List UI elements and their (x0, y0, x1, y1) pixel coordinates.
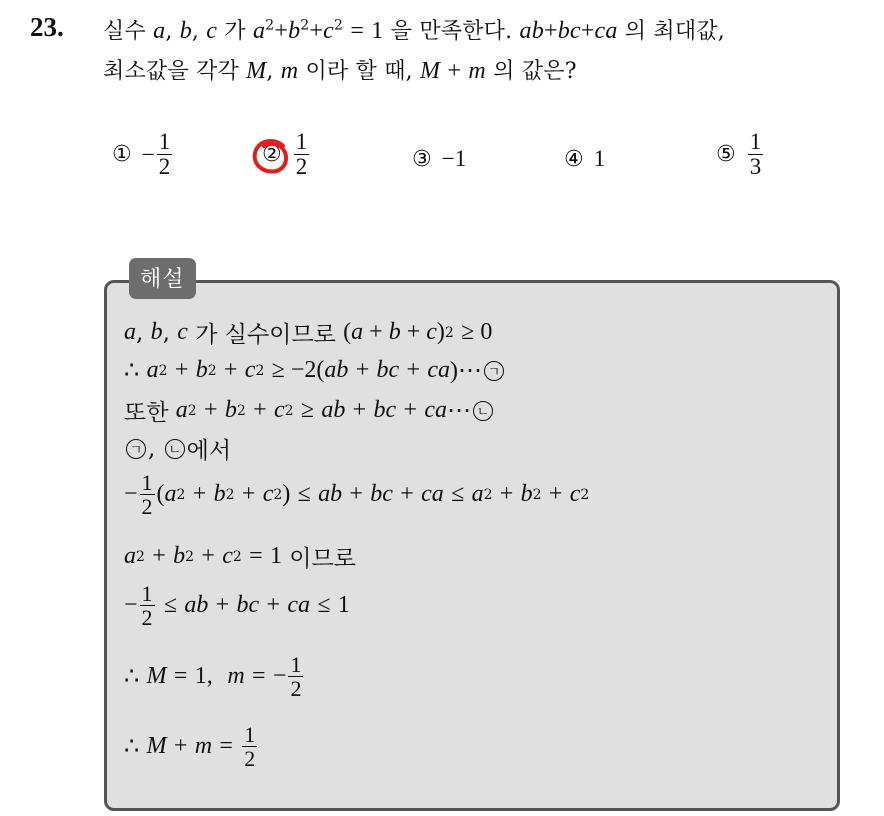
solution-line-4: ㄱ , ㄴ 에서 (124, 432, 231, 465)
fraction: $\frac{1}{2}$ (141, 470, 153, 520)
choice-3[interactable]: ③ −1 (412, 146, 467, 172)
solution-line-2: ∴ a 2 + b 2 + c 2 ≥ −2( ab + bc + ca )⋯ ㄱ (124, 356, 506, 385)
question-line-2: 최소값을 각각 M, m 이라 할 때, M + m 의 값은? (103, 58, 577, 84)
solution-tag: 해설 (129, 258, 196, 299)
jamo-circle-2: ㄴ (165, 439, 185, 459)
choice-5[interactable]: ⑤ $\frac{1}{3}$ (716, 129, 762, 180)
jamo-circle-2: ㄴ (473, 401, 493, 421)
fraction: $\frac{1}{2}$ (158, 129, 171, 180)
question-line-1: 실수 a, b, c 가 $a^2+b^2+c^2 = 1$ 을 만족한다. ab+bc+ca 의 최대값, (103, 17, 725, 44)
fraction: $\frac{1}{2}$ (141, 581, 153, 631)
solution-line-8: ∴ M = 1, m = − $\frac{1}{2}$ (124, 652, 302, 702)
solution-line-6: a 2 + b 2 + c 2 = 1 이므로 (124, 543, 356, 572)
fraction: $\frac{1}{3}$ (749, 129, 762, 180)
jamo-circle-1: ㄱ (126, 439, 146, 459)
fraction: $\frac{1}{2}$ (244, 722, 256, 772)
choice-2[interactable]: ② $\frac{1}{2}$ (262, 129, 308, 180)
solution-line-9: ∴ M + m = $\frac{1}{2}$ (124, 722, 256, 772)
solution-line-7: − $\frac{1}{2}$ ≤ ab + bc + ca ≤ 1 (124, 581, 350, 631)
solution-line-5: − $\frac{1}{2}$ ( a 2 + b 2 + c 2 ) ≤ ab + bc + ca ≤ a 2 + b 2 + c 2 (124, 470, 590, 520)
choice-1[interactable]: ① − $\frac{1}{2}$ (112, 129, 171, 180)
jamo-circle-1: ㄱ (484, 361, 504, 381)
answer-circle-mark (250, 137, 290, 177)
fraction: $\frac{1}{2}$ (295, 129, 308, 180)
choice-4[interactable]: ④ 1 (564, 146, 606, 172)
fraction: $\frac{1}{2}$ (290, 652, 302, 702)
question-number: 23. (30, 12, 64, 42)
solution-line-1: a , b , c 가 실수이므로 (a + b + c) 2 ≥ 0 (124, 319, 493, 348)
solution-line-3: 또한 a 2 + b 2 + c 2 ≥ ab + bc + ca ⋯ ㄴ (124, 394, 495, 427)
